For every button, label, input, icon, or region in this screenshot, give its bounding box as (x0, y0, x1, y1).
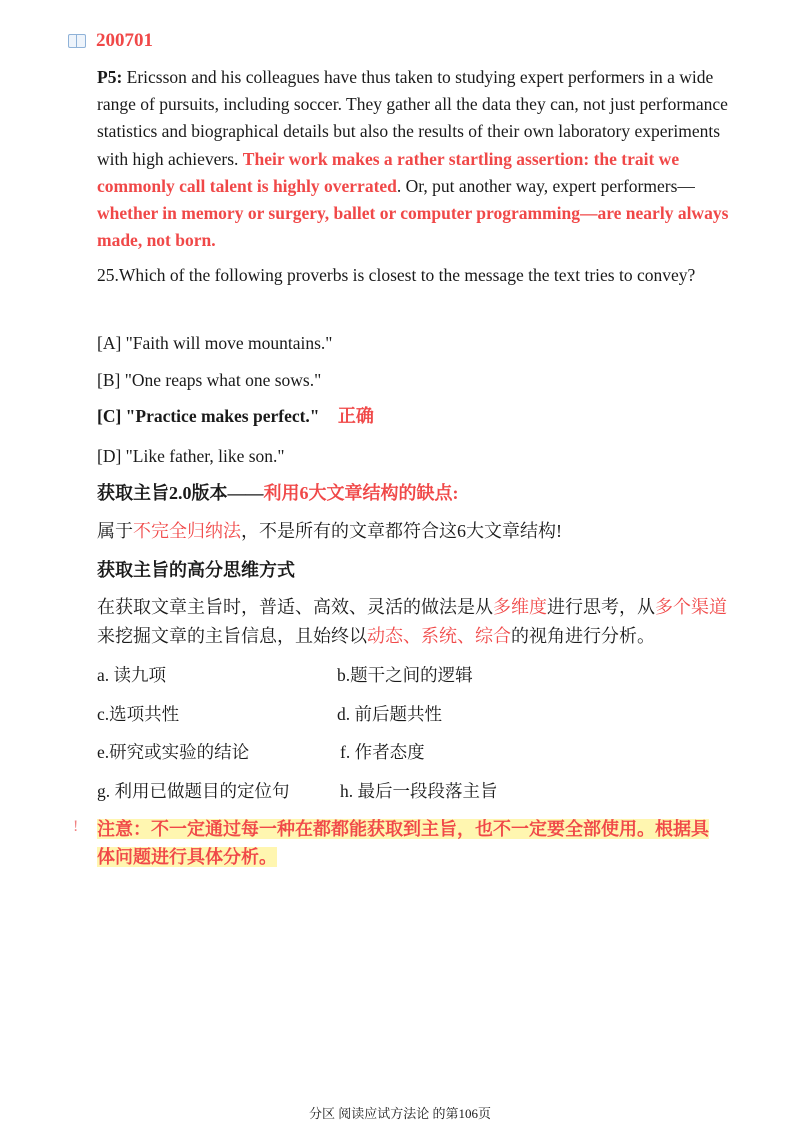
option-b: [B] "One reaps what one sows." (97, 370, 322, 390)
highlight: 动态、系统、综合 (367, 626, 511, 646)
method-item: c.选项共性 (97, 704, 180, 724)
section1-text (97, 519, 562, 543)
book-icon (68, 34, 86, 48)
passage-label: P5: (97, 67, 123, 87)
highlight: 多个渠道 (655, 597, 727, 617)
text: ，不是所有的文章都符合这6大文章结构! (241, 521, 562, 541)
text: 来挖掘文章的主旨信息，且始终以 (97, 626, 367, 646)
section2-paragraph (97, 593, 729, 651)
text: 进行思考，从 (547, 597, 655, 617)
passage-highlight: whether in memory or surgery, ballet or computer programming—are nearly always made, not born. (97, 203, 729, 251)
page-footer: 分区 阅读应试方法论 的第106页 (308, 1106, 491, 1121)
passage-text: . Or, put another way, expert performers— (396, 175, 695, 196)
option-c (97, 404, 374, 428)
method-item: d. 前后题共性 (337, 704, 442, 724)
method-item: e.研究或实验的结论 (97, 742, 250, 762)
highlight: 不完全归纳法 (133, 521, 241, 541)
exclamation-icon: ! (73, 818, 79, 835)
method-item: h. 最后一段段落主旨 (340, 781, 498, 801)
option-a: [A] "Faith will move mountains." (97, 333, 333, 353)
passage-paragraph (97, 64, 729, 254)
passage-highlight: Their work makes a rather startling assertion: the trait we commonly call talent is highly overrated (97, 148, 680, 196)
text: 的视角进行分析。 (511, 626, 655, 646)
section1-title (97, 481, 459, 505)
section-header (68, 30, 153, 52)
highlight: 多维度 (493, 597, 547, 617)
text: 在获取文章主旨时，普适、高效、灵活的做法是从 (97, 597, 493, 617)
section1-title-text: 获取主旨2.0版本—— (97, 483, 264, 503)
method-item: f. 作者态度 (340, 742, 425, 762)
option-c-label: [C] "Practice makes perfect." (97, 406, 320, 426)
correct-mark: 正确 (337, 406, 374, 426)
question-text: 25.Which of the following proverbs is closest to the message the text tries to convey? (97, 265, 696, 285)
method-item: g. 利用已做题目的定位句 (97, 781, 290, 801)
note-text: 注意：不一定通过每一种在都都能获取到主旨，也不一定要全部使用。根据具体问题进行具体分析。 (97, 819, 709, 867)
option-d: [D] "Like father, like son." (97, 446, 285, 466)
section1-title-highlight: 利用6大文章结构的缺点: (263, 483, 459, 503)
method-item: b.题干之间的逻辑 (337, 665, 473, 685)
section2-title: 获取主旨的高分思维方式 (97, 560, 295, 580)
note (97, 815, 725, 871)
section-title: 200701 (96, 30, 153, 51)
method-item: a. 读九项 (97, 665, 167, 685)
text: 属于 (97, 521, 133, 541)
passage-text: Ericsson and his colleagues have thus taken to studying expert performers in a wide range of pursuits, including soccer. They gather all the data they can, not just performance statistics and biographical details but also the results of their own laboratory experiments with high achievers. (97, 67, 728, 169)
